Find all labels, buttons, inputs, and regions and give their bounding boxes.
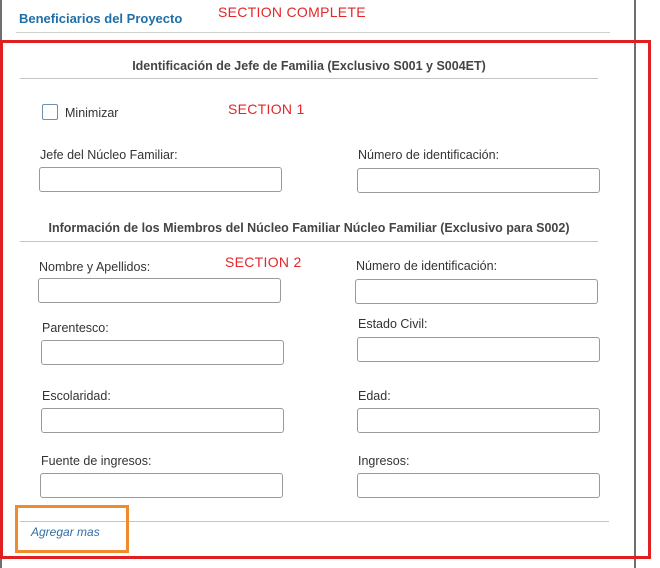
annotation-section-1: SECTION 1 [228,101,305,117]
section2-heading: Información de los Miembros del Núcleo Familiar Núcleo Familiar (Exclusivo para S002) [48,221,570,235]
edad-input[interactable] [357,408,600,433]
parentesco-input[interactable] [41,340,284,365]
fuente-input[interactable] [40,473,283,498]
section1-heading: Identificación de Jefe de Familia (Exclusivo S001 y S004ET) [132,59,486,73]
edad-label: Edad: [358,389,391,403]
minimize-label: Minimizar [65,106,119,120]
parentesco-label: Parentesco: [42,321,109,335]
jefe-label: Jefe del Núcleo Familiar: [40,148,178,162]
estado-civil-label: Estado Civil: [358,317,428,331]
ingresos-label: Ingresos: [358,454,410,468]
section-title: Beneficiarios del Proyecto [19,11,183,26]
jefe-input[interactable] [39,167,282,192]
section1-divider [20,78,598,79]
estado-civil-input[interactable] [357,337,600,362]
jefe-id-label: Número de identificación: [358,148,500,162]
jefe-id-input[interactable] [357,168,600,193]
fuente-label: Fuente de ingresos: [41,454,152,468]
add-more-link[interactable]: Agregar mas [31,525,100,539]
member-id-label: Número de identificación: [356,259,498,273]
member-id-input[interactable] [355,279,598,304]
annotation-section-complete: SECTION COMPLETE [218,4,366,20]
annotation-section-2: SECTION 2 [225,254,302,270]
ingresos-input[interactable] [357,473,600,498]
section2-divider [20,241,598,242]
nombre-label: Nombre y Apellidos: [39,260,151,274]
escolaridad-input[interactable] [41,408,284,433]
escolaridad-label: Escolaridad: [42,389,111,403]
title-divider [16,32,610,33]
minimize-checkbox[interactable] [42,104,58,120]
nombre-input[interactable] [38,278,281,303]
